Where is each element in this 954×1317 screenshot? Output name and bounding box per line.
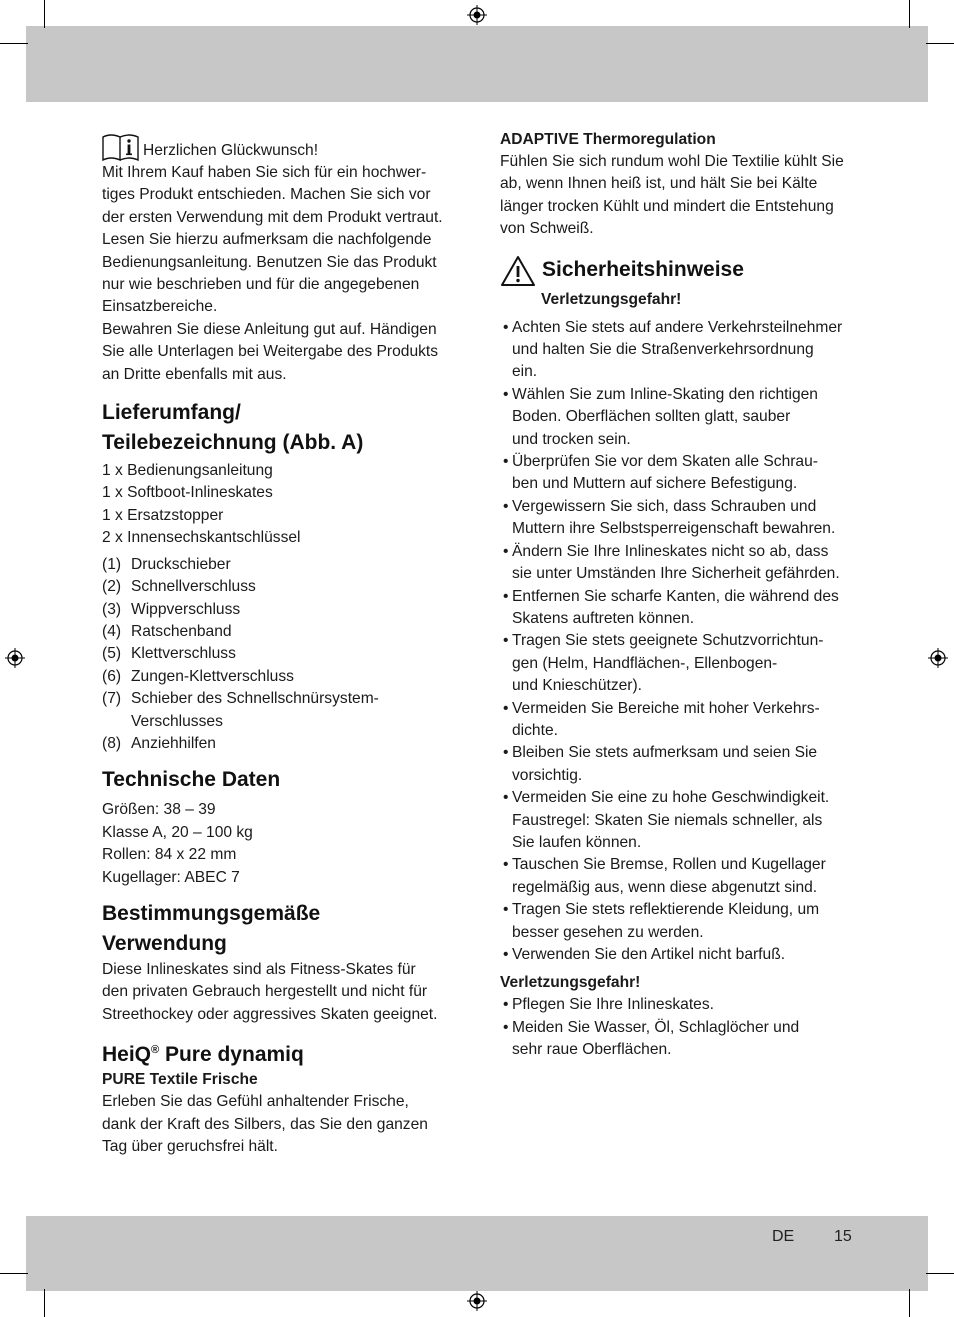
text-line: Tragen Sie stets reflektierende Kleidung, um	[512, 901, 820, 919]
heiq-heading	[102, 1036, 457, 1069]
list-item	[500, 317, 860, 384]
warning-triangle-icon	[500, 255, 536, 287]
text-line: Streethockey oder aggressives Skaten geeignet.	[102, 1005, 438, 1023]
registered-mark: ®	[151, 1044, 160, 1057]
list-item	[500, 630, 860, 697]
text-line: Faustregel: Skaten Sie niemals schneller, als	[512, 811, 823, 829]
text-line: ab, wenn Ihnen heiß ist, und hält Sie bei Kälte	[500, 175, 818, 193]
parts-list	[102, 554, 457, 756]
heiq-brand: HeiQ	[102, 1043, 152, 1067]
intro-title-row	[102, 132, 457, 162]
text-line: Sie laufen können.	[512, 833, 642, 851]
list-item	[500, 384, 860, 451]
list-item	[500, 496, 860, 541]
text-line: den privaten Gebrauch hergestellt und nicht für	[102, 983, 428, 1001]
bullet-icon: •	[503, 632, 509, 650]
registration-mark-icon	[467, 5, 487, 25]
scope-heading	[102, 398, 457, 458]
part-label: Anziehhilfen	[131, 734, 216, 752]
bullet-icon: •	[503, 901, 509, 919]
text-line: länger trocken Kühlt und mindert die Entstehung	[500, 197, 834, 215]
text-line: ein.	[512, 363, 538, 381]
bullet-icon: •	[503, 946, 509, 963]
list-item: 1 x Bedienungsanleitung	[102, 462, 273, 480]
list-item: 1 x Ersatzstopper	[102, 506, 224, 524]
text-line: Tag über geruchsfrei hält.	[102, 1138, 278, 1155]
pure-text	[102, 1091, 457, 1158]
text-line: dank der Kraft des Silbers, das Sie den ganzen	[102, 1115, 428, 1133]
registration-mark-icon	[5, 648, 25, 668]
text-line: Ändern Sie Ihre Inlineskates nicht so ab, dass	[512, 542, 829, 560]
list-item	[500, 994, 860, 1016]
injury-warning-2: Verletzungsgefahr!	[500, 974, 641, 992]
part-item	[102, 576, 457, 598]
part-number: (7)	[102, 690, 122, 708]
use-text	[102, 959, 457, 1026]
part-label: Druckschieber	[131, 555, 231, 573]
part-label	[131, 688, 379, 733]
text-line: Muttern ihre Selbstsperreigenschaft bewahren.	[512, 520, 836, 538]
list-item	[500, 944, 860, 966]
part-label: Klettverschluss	[131, 645, 236, 663]
list-item	[500, 854, 860, 899]
text-line: Tragen Sie stets geeignete Schutzvorrichtun-	[512, 632, 824, 650]
text-line: und halten Sie die Straßenverkehrsordnung	[512, 341, 814, 359]
heading-line: Bestimmungsgemäße	[102, 901, 321, 925]
bullet-icon: •	[503, 497, 509, 515]
text-line: von Schweiß.	[500, 220, 594, 238]
intro-title: Herzlichen Glückwunsch!	[143, 141, 319, 159]
list-item	[500, 899, 860, 944]
text-line: der ersten Verwendung mit dem Produkt vertraut.	[102, 208, 443, 226]
text-line: Einsatzbereiche.	[102, 298, 218, 316]
bullet-icon: •	[503, 699, 509, 717]
text-line: Skatens auftreten können.	[512, 609, 695, 627]
adaptive-text	[500, 151, 860, 241]
list-item	[500, 742, 860, 787]
heading-line: Teilebezeichnung (Abb. A)	[102, 431, 364, 455]
part-item	[102, 599, 457, 621]
care-list	[500, 994, 860, 1061]
text-line: nur wie beschrieben und für die angegebenen	[102, 276, 420, 294]
safety-heading-row	[500, 255, 860, 287]
list-item	[500, 1017, 860, 1062]
safety-heading: Sicherheitshinweise	[542, 258, 744, 282]
list-item	[500, 541, 860, 586]
part-label-line: Verschlusses	[131, 712, 223, 730]
heading-line: Lieferumfang/	[102, 401, 241, 425]
injury-warning: Verletzungsgefahr!	[541, 290, 682, 308]
crop-mark	[926, 1273, 954, 1274]
header-band	[26, 26, 928, 102]
text-line: gen (Helm, Handflächen-, Ellenbogen-	[512, 654, 778, 672]
part-number: (4)	[102, 622, 122, 640]
text-line: besser gesehen zu werden.	[512, 923, 704, 941]
bullet-icon: •	[503, 789, 509, 807]
text-line: sehr raue Oberflächen.	[512, 1041, 672, 1059]
text-line: dichte.	[512, 721, 558, 739]
bullet-icon: •	[503, 385, 509, 403]
crop-mark	[44, 1289, 45, 1317]
text-line: und trocken sein.	[512, 430, 631, 448]
list-item	[500, 451, 860, 496]
list-item	[500, 586, 860, 631]
part-label: Zungen-Klettverschluss	[131, 667, 294, 685]
crop-mark	[909, 0, 910, 28]
list-item: Klasse A, 20 – 100 kg	[102, 823, 253, 841]
part-label-line: Schieber des Schnellschnürsystem-	[131, 690, 379, 708]
part-label: Wippverschluss	[131, 600, 241, 618]
page-number: 15	[834, 1228, 852, 1245]
scope-list	[102, 460, 457, 550]
bullet-icon: •	[503, 996, 509, 1014]
part-number: (3)	[102, 600, 122, 618]
part-number: (6)	[102, 667, 122, 685]
adaptive-heading: ADAPTIVE Thermoregulation	[500, 131, 716, 148]
text-line: Wählen Sie zum Inline-Skating den richtigen	[512, 385, 818, 403]
registration-mark-icon	[467, 1291, 487, 1311]
part-number: (5)	[102, 645, 122, 663]
part-label: Schnellverschluss	[131, 578, 256, 596]
crop-mark	[909, 1289, 910, 1317]
left-column	[102, 132, 457, 1158]
text-line: sie unter Umständen Ihre Sicherheit gefährden.	[512, 565, 840, 583]
text-line: Pflegen Sie Ihre Inlineskates.	[512, 996, 714, 1014]
text-line: Achten Sie stets auf andere Verkehrsteilnehmer	[512, 318, 843, 336]
text-line: ben und Muttern auf sichere Befestigung.	[512, 475, 798, 493]
text-line: Vergewissern Sie sich, dass Schrauben und	[512, 497, 817, 515]
list-item: Größen: 38 – 39	[102, 801, 216, 819]
list-item: 2 x Innensechskantschlüssel	[102, 529, 301, 547]
text-line: Diese Inlineskates sind als Fitness-Skates für	[102, 960, 416, 978]
list-item: Rollen: 84 x 22 mm	[102, 846, 237, 864]
text-line: Bewahren Sie diese Anleitung gut auf. Händigen	[102, 320, 437, 338]
crop-mark	[926, 43, 954, 44]
tech-heading: Technische Daten	[102, 768, 281, 792]
list-item	[500, 787, 860, 854]
text-line: Überprüfen Sie vor dem Skaten alle Schrau-	[512, 453, 818, 471]
text-line: vorsichtig.	[512, 766, 583, 784]
heiq-product: Pure dynamiq	[159, 1043, 304, 1067]
part-item	[102, 554, 457, 576]
tech-list	[102, 799, 457, 889]
text-line: Entfernen Sie scharfe Kanten, die während des	[512, 587, 839, 605]
footer-language: DE	[772, 1228, 795, 1245]
crop-mark	[0, 1273, 28, 1274]
use-heading	[102, 899, 457, 959]
text-line: Sie alle Unterlagen bei Weitergabe des Produkts	[102, 343, 439, 361]
part-number: (8)	[102, 734, 122, 752]
bullet-icon: •	[503, 1018, 509, 1036]
heading-line: Verwendung	[102, 931, 227, 955]
registration-mark-icon	[928, 648, 948, 668]
text-line: Bleiben Sie stets aufmerksam und seien Sie	[512, 744, 818, 762]
text-line: Tauschen Sie Bremse, Rollen und Kugellager	[512, 856, 826, 874]
text-line: Verwenden Sie den Artikel nicht barfuß.	[512, 946, 786, 963]
text-line: und Knieschützer).	[512, 677, 643, 695]
bullet-icon: •	[503, 453, 509, 471]
bullet-icon: •	[503, 318, 509, 336]
text-line: Meiden Sie Wasser, Öl, Schlaglöcher und	[512, 1018, 800, 1036]
part-number: (1)	[102, 555, 122, 573]
pure-heading: PURE Textile Frische	[102, 1071, 258, 1089]
list-item: Kugellager: ABEC 7	[102, 868, 240, 886]
bullet-icon: •	[503, 542, 509, 560]
right-column	[500, 129, 860, 1062]
text-line: Vermeiden Sie eine zu hohe Geschwindigkeit.	[512, 789, 830, 807]
part-item	[102, 666, 457, 688]
bullet-icon: •	[503, 587, 509, 605]
part-number: (2)	[102, 578, 122, 596]
part-item	[102, 733, 457, 755]
safety-list	[500, 317, 860, 967]
text-line: Vermeiden Sie Bereiche mit hoher Verkehrs-	[512, 699, 820, 717]
text-line: Erleben Sie das Gefühl anhaltender Frische,	[102, 1093, 409, 1111]
text-line: regelmäßig aus, wenn diese abgenutzt sind.	[512, 878, 818, 896]
crop-mark	[44, 0, 45, 28]
text-line: Bedienungsanleitung. Benutzen Sie das Produkt	[102, 253, 437, 271]
text-line: Boden. Oberflächen sollten glatt, sauber	[512, 408, 791, 426]
crop-mark	[0, 43, 28, 44]
bullet-icon: •	[503, 856, 509, 874]
text-line: tiges Produkt entschieden. Machen Sie sich vor	[102, 186, 431, 204]
text-line: Fühlen Sie sich rundum wohl Die Textilie kühlt Sie	[500, 153, 844, 170]
text-line: Lesen Sie hierzu aufmerksam die nachfolgende	[102, 231, 432, 249]
part-label: Ratschenband	[131, 622, 232, 640]
intro-text	[102, 162, 457, 386]
part-item	[102, 688, 457, 733]
bullet-icon: •	[503, 744, 509, 762]
info-book-icon	[102, 132, 139, 162]
list-item: 1 x Softboot-Inlineskates	[102, 484, 273, 502]
part-item	[102, 643, 457, 665]
text-line: an Dritte ebenfalls mit aus.	[102, 365, 287, 383]
part-item	[102, 621, 457, 643]
text-line: Mit Ihrem Kauf haben Sie sich für ein hochwer-	[102, 164, 427, 181]
list-item	[500, 698, 860, 743]
